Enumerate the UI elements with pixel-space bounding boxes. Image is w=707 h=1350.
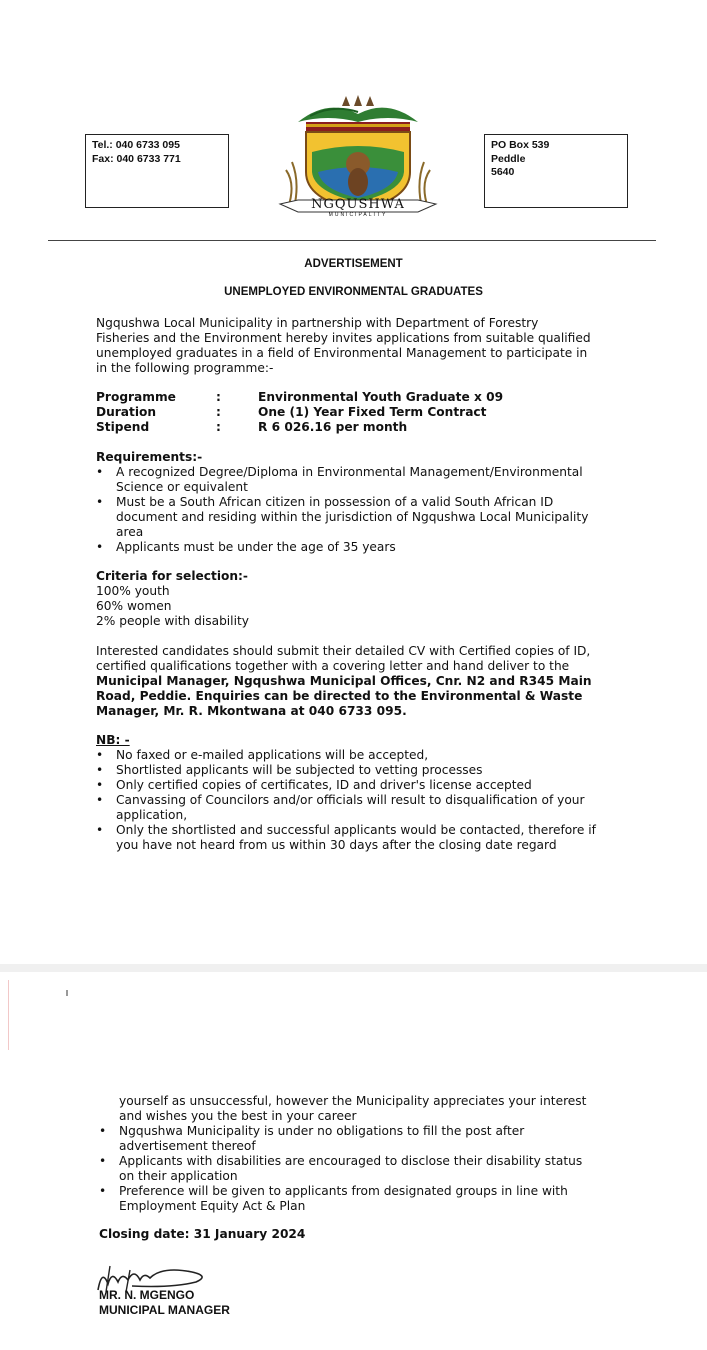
address-line: 5640 [491, 166, 515, 178]
list-item [96, 793, 616, 823]
scan-speck [66, 990, 68, 996]
list-item [96, 823, 616, 853]
continuation-line: yourself as unsuccessful, however the Municipality appreciates your interest [119, 1094, 587, 1108]
list-item [96, 778, 616, 793]
intro-paragraph [96, 316, 616, 376]
signatory-name: MR. N. MGENGO [99, 1288, 195, 1302]
logo-subtext: MUNICIPALITY [328, 212, 388, 218]
list-item-line: • Applicants with disabilities are encouraged to disclose their disability status [119, 1154, 583, 1168]
document-subheading: UNEMPLOYED ENVIRONMENTAL GRADUATES [224, 286, 483, 298]
contact-address-box [484, 134, 628, 208]
list-item [96, 465, 616, 495]
list-item-line: Science or equivalent [116, 480, 248, 494]
intro-line: Fisheries and the Environment hereby invites applications from suitable qualified [96, 331, 591, 345]
programme-value: Environmental Youth Graduate x 09 [258, 390, 504, 404]
list-item-line: Employment Equity Act & Plan [119, 1199, 306, 1213]
page2-list [99, 1124, 619, 1214]
page-break [0, 964, 707, 972]
programme-sep: : [216, 390, 221, 404]
criteria-item: 60% women [96, 599, 172, 613]
submission-paragraph [96, 644, 616, 719]
duration-row [96, 405, 616, 420]
submission-line: Interested candidates should submit their detailed CV with Certified copies of ID, [96, 644, 591, 658]
criteria-section [96, 569, 616, 629]
list-item-line: • Ngqushwa Municipality is under no obligations to fill the post after [119, 1124, 525, 1138]
programme-details [96, 390, 616, 435]
address-line: PO Box 539 [491, 139, 550, 151]
list-item [96, 763, 616, 778]
intro-line: in the following programme:- [96, 361, 274, 375]
continuation-line: and wishes you the best in your career [119, 1109, 357, 1123]
programme-label: Programme [96, 390, 176, 404]
list-item [99, 1124, 619, 1154]
duration-value: One (1) Year Fixed Term Contract [258, 405, 487, 419]
criteria-item: 2% people with disability [96, 614, 249, 628]
list-item-line: • Only certified copies of certificates, ID and driver's license accepted [116, 778, 532, 792]
submission-line: Manager, Mr. R. Mkontwana at 040 6733 095. [96, 704, 407, 718]
stipend-label: Stipend [96, 420, 150, 434]
duration-label: Duration [96, 405, 157, 419]
list-item-line: document and residing within the jurisdiction of Ngqushwa Local Municipality [116, 510, 589, 524]
intro-line: Ngqushwa Local Municipality in partnership with Department of Forestry [96, 316, 539, 330]
programme-row [96, 390, 616, 405]
address-line: Peddle [491, 152, 526, 165]
criteria-title: Criteria for selection:- [96, 569, 248, 583]
list-item-line: advertisement thereof [119, 1139, 256, 1153]
criteria-item: 100% youth [96, 584, 170, 598]
list-item-line: • No faxed or e-mailed applications will be accepted, [116, 748, 429, 762]
list-item-line: you have not heard from us within 30 days after the closing date regard [116, 838, 557, 852]
municipality-logo [278, 92, 438, 220]
submission-line: certified qualifications together with a covering letter and hand deliver to the [96, 659, 570, 673]
logo-name: NGQUSHWA [311, 197, 405, 212]
page2-list-section [99, 1124, 619, 1214]
list-item-line: • Preference will be given to applicants from designated groups in line with [119, 1184, 568, 1198]
list-item-line: • Shortlisted applicants will be subjected to vetting processes [116, 763, 483, 777]
fax-text: Fax: 040 6733 771 [92, 152, 181, 165]
list-item [99, 1154, 619, 1184]
list-item-line: on their application [119, 1169, 238, 1183]
document-heading: ADVERTISEMENT [304, 258, 403, 270]
list-item-line: • Applicants must be under the age of 35 years [116, 540, 396, 554]
stipend-value: R 6 026.16 per month [258, 420, 408, 434]
stipend-sep: : [216, 420, 221, 434]
nb-title: NB: - [96, 733, 130, 747]
requirements-title: Requirements:- [96, 450, 203, 464]
list-item-line: application, [116, 808, 188, 822]
nb-section [96, 733, 616, 853]
nb-list [96, 748, 616, 853]
list-item-line: • Only the shortlisted and successful applicants would be contacted, therefore if [116, 823, 596, 837]
requirements-list [96, 465, 616, 555]
closing-date: Closing date: 31 January 2024 [99, 1227, 306, 1241]
list-item [96, 540, 616, 555]
list-item-line: • A recognized Degree/Diploma in Environmental Management/Environmental [116, 465, 583, 479]
stipend-row [96, 420, 616, 435]
requirements-section [96, 450, 616, 555]
list-item [96, 495, 616, 540]
continuation-paragraph [119, 1094, 619, 1124]
tel-text: Tel.: 040 6733 095 [92, 139, 180, 151]
list-item [96, 748, 616, 763]
intro-line: unemployed graduates in a field of Environmental Management to participate in [96, 346, 588, 360]
list-item-line: • Must be a South African citizen in possession of a valid South African ID [116, 495, 554, 509]
duration-sep: : [216, 405, 221, 419]
list-item [99, 1184, 619, 1214]
contact-phone-box [85, 134, 229, 208]
page-edge-mark [8, 980, 9, 1050]
signatory-title: MUNICIPAL MANAGER [99, 1303, 230, 1317]
list-item-line: area [116, 525, 144, 539]
submission-line: Road, Peddie. Enquiries can be directed to the Environmental & Waste [96, 689, 583, 703]
list-item-line: • Canvassing of Councilors and/or officials will result to disqualification of your [116, 793, 585, 807]
submission-line: Municipal Manager, Ngqushwa Municipal Offices, Cnr. N2 and R345 Main [96, 674, 592, 688]
header-divider [48, 240, 656, 241]
